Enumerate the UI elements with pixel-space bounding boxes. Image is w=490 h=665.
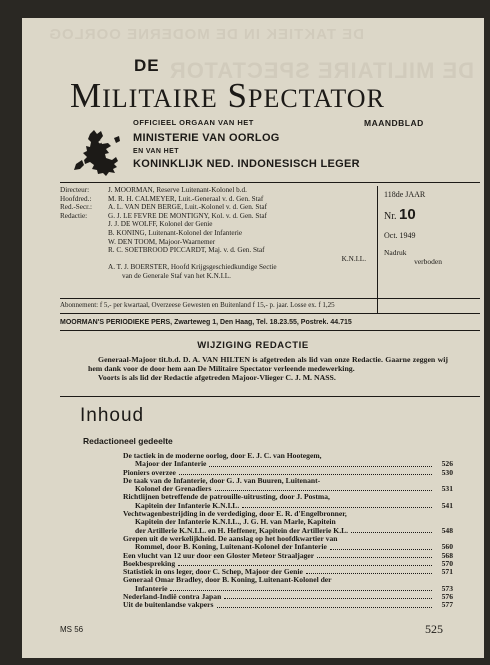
staff-row: Hoofdred.: M. R. H. CALMEYER, Luit.-Generaal v. d. Gen. Staf xyxy=(60,194,264,203)
toc-page: 531 xyxy=(441,484,453,494)
toc-page: 530 xyxy=(441,467,453,477)
rule-above-subscription xyxy=(60,298,480,299)
issue-number: Nr. 10 xyxy=(384,206,416,223)
masthead-maandblad: MAANDBLAD xyxy=(364,118,424,128)
bleed-through-text: DE MILITAIRE SPECTATOR DE TAKTIEK IN DE MODERNE OORLOG xyxy=(48,26,474,83)
rule-between-publisher xyxy=(60,313,480,314)
toc-page: 571 xyxy=(441,567,453,577)
page-number: 525 xyxy=(425,622,443,636)
masthead-en-van-het: EN VAN HET xyxy=(133,148,179,155)
toc-entry: De tactiek in de moderne oorlog, door E. J. C. van Hootegem, Majoor der Infanterie 526 xyxy=(123,451,453,469)
reprint-notice: Nadruk verboden xyxy=(384,248,442,266)
issue-jaargang: 118de JAAR xyxy=(384,190,426,199)
masthead-ministerie: MINISTERIE VAN OORLOG xyxy=(133,132,280,144)
toc-page: 568 xyxy=(441,550,453,560)
title-initial-s: S xyxy=(227,76,248,115)
staff-row: Red.-Secr.: A. L. VAN DEN BERGE, Luit.-Kolonel v. d. Gen. Staf xyxy=(60,203,267,212)
toc-entry: De taak van de Infanterie, door G. J. van Buuren, Luitenant- Kolonel der Grenadiers 531 xyxy=(123,475,453,494)
toc-entry: Statistiek in ons leger, door C. Schep, Majoor der Genie 571 xyxy=(123,567,453,577)
staff-row: R. C. SOETBROOD PICCARDT, Maj. v. d. Gen. Staf xyxy=(108,246,265,255)
editorial-change-text: Generaal-Majoor tit.b.d. D. A. VAN HILTEN is afgetreden als lid van onze Redactie. Gaarne zeggen wij hem dank voor de door hem aan De Militaire Spectator verleende medewerking. Voorts is als lid der Redactie afgetreden Majoor-Vlieger C. J. M. NASS. xyxy=(88,355,448,383)
title-rest-spectator: PECTATOR xyxy=(248,84,385,113)
magazine-page xyxy=(22,18,484,658)
editorial-change-title: WIJZIGING REDACTIE xyxy=(197,340,309,351)
issue-divider xyxy=(377,186,378,314)
staff-row: Directeur: J. MOORMAN, Reserve Luitenant-Kolonel b.d. xyxy=(60,186,247,194)
title-initial-m: M xyxy=(70,76,103,115)
contents-section: Redactioneel gedeelte xyxy=(83,436,173,446)
issue-date: Oct. 1949 xyxy=(384,231,416,240)
toc-entry: Grepen uit de werkelijkheid. De aanslag op het hoofdkwartier van Rommel, door B. Koning, Luitenant-Kolonel der Infanterie 560 xyxy=(123,533,453,552)
staff-row: B. KONING, Luitenant-Kolonel der Infanterie xyxy=(108,228,243,237)
table-of-contents xyxy=(123,452,453,610)
toc-page: 541 xyxy=(441,500,453,510)
subscription-info: Abonnement: f 5,- per kwartaal, Overzeese Gewesten en Buitenland f 15,- p. jaar. Losse ex. f 1,25 xyxy=(60,301,335,309)
publisher-info: MOORMAN'S PERIODIEKE PERS, Zwarteweg 1, Den Haag, Tel. 18.23.55, Postrek. 44.715 xyxy=(60,319,352,326)
toc-page: 577 xyxy=(441,600,453,610)
toc-page: 526 xyxy=(441,459,453,469)
editorial-staff xyxy=(60,186,370,281)
toc-page: 576 xyxy=(441,592,453,602)
toc-page: 548 xyxy=(441,525,453,535)
rule-above-contents xyxy=(60,396,480,397)
staff-row: K.N.I.L. xyxy=(341,254,366,263)
staff-row: A. T. J. BOERSTER, Hoofd Krijgsgeschiedkundige Sectie xyxy=(108,263,277,272)
staff-row: van de Generale Staf van het K.N.I.L. xyxy=(122,271,231,280)
title-rest-militaire: ILITAIRE xyxy=(102,84,218,113)
staff-row: Redactie: G. J. LE FEVRE DE MONTIGNY, Kol. v. d. Gen. Staf xyxy=(60,211,267,220)
masthead-knil: KONINKLIJK NED. INDONESISCH LEGER xyxy=(133,158,360,170)
contents-heading: Inhoud xyxy=(80,405,145,426)
lion-emblem-icon xyxy=(70,128,126,178)
footer-ms-code: MS 56 xyxy=(60,625,84,634)
issue-number-value: 10 xyxy=(399,206,416,223)
masthead-de: DE xyxy=(134,56,160,75)
toc-entry: Richtlijnen betreffende de patrouille-uitrusting, door J. Postma, Kapitein der Infanterie K.N.I.L. 541 xyxy=(123,492,453,510)
toc-entry: Nederland-Indië contra Japan 576 xyxy=(123,592,453,602)
toc-entry: Pioniers overzee 530 xyxy=(123,467,453,477)
toc-entry: Boekbespreking 570 xyxy=(123,558,453,568)
rule-below-publisher xyxy=(60,330,480,331)
staff-row: J. J. DE WOLFF, Kolonel der Genie xyxy=(108,220,213,229)
masthead-title xyxy=(70,76,385,116)
toc-entry: Vechtwagenbestrijding in de verdediging, door E. R. d'Engelbronner, Kapitein der Infanterie K.N.I.L., J. G. H. van Marle, Kapitein der Artillerie K.N.I.L. en H. Heffener, Kapitein der Artillerie K.L. 548 xyxy=(123,509,453,535)
masthead-subtitle: OFFICIEEL ORGAAN VAN HET xyxy=(133,118,254,127)
toc-entry: Generaal Omar Bradley, door B. Koning, Luitenant-Kolonel der Infanterie 573 xyxy=(123,575,453,593)
toc-page: 560 xyxy=(441,542,453,552)
toc-entry: Een vlucht van 12 uur door een Gloster Meteor Straaljager 568 xyxy=(123,550,453,560)
masthead-rule xyxy=(60,182,480,183)
staff-row: W. DEN TOOM, Majoor-Waarnemer xyxy=(108,237,216,246)
toc-page: 573 xyxy=(441,583,453,593)
toc-entry: Uit de buitenlandse vakpers 577 xyxy=(123,600,453,610)
toc-page: 570 xyxy=(441,558,453,568)
